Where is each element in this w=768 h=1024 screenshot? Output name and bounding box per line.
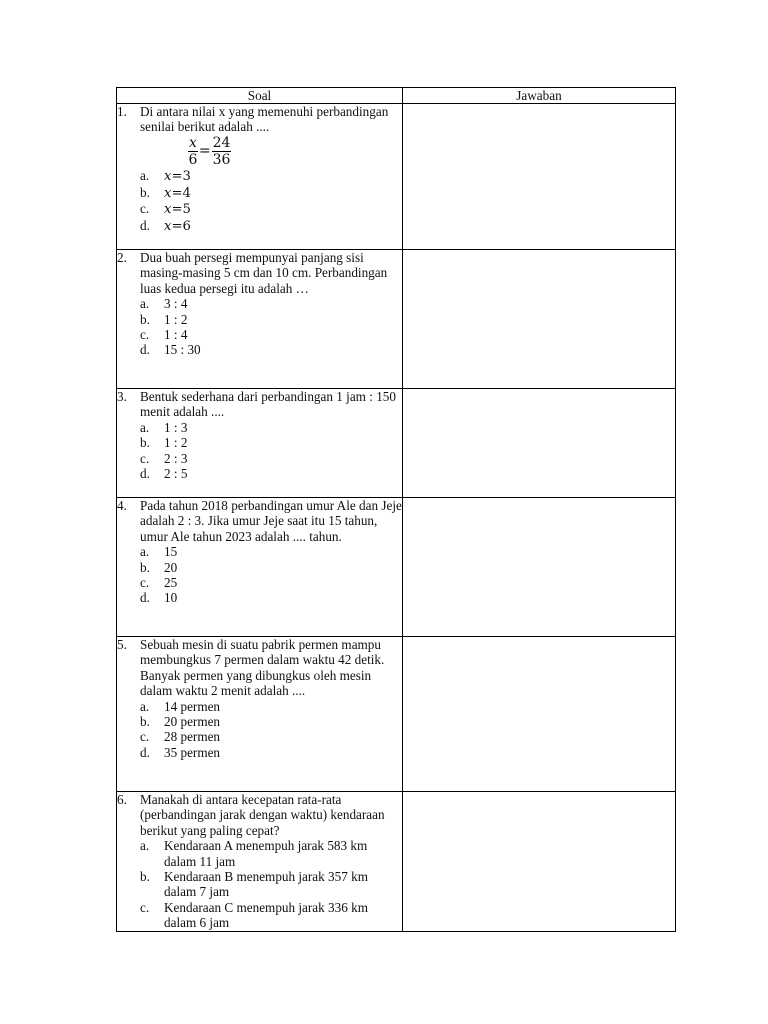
question-row-2 <box>117 250 676 389</box>
option-c <box>117 201 402 217</box>
option-label: a. <box>140 838 150 854</box>
question-number: 5. <box>117 637 127 652</box>
option-a <box>117 296 402 311</box>
option-a <box>117 838 402 869</box>
option-label: b. <box>140 559 150 575</box>
question-text: Dua buah persegi mempunyai panjang sisi masing-masing 5 cm dan 10 cm. Perbandingan luas kedua persegi itu adalah … <box>140 250 388 296</box>
question-cell-3 <box>117 389 403 498</box>
option-d <box>117 218 402 234</box>
fraction-denominator: 36 <box>212 151 231 168</box>
option-text: 20 <box>164 559 178 575</box>
option-text: 1 : 2 <box>164 435 188 451</box>
question-number: 6. <box>117 792 127 807</box>
option-label: d. <box>140 744 150 760</box>
question-text: Sebuah mesin di suatu pabrik permen mampu membungkus 7 permen dalam waktu 42 detik. Banyak permen yang dibungkus oleh mesin dalam waktu 2 menit adalah .... <box>140 637 385 699</box>
option-text: 2 : 5 <box>164 466 188 482</box>
question-text: Bentuk sederhana dari perbandingan 1 jam : 150 menit adalah .... <box>140 389 396 420</box>
option-c <box>117 327 402 342</box>
question-row-3 <box>117 389 676 498</box>
option-list <box>117 420 402 482</box>
option-label: d. <box>140 466 150 482</box>
option-text: 14 permen <box>164 698 221 714</box>
option-d <box>117 745 402 760</box>
option-list <box>117 544 402 606</box>
answer-cell-1[interactable] <box>403 104 676 250</box>
option-label: b. <box>140 311 150 327</box>
option-c <box>117 729 402 744</box>
option-a <box>117 699 402 714</box>
option-text: 3 : 4 <box>164 296 188 312</box>
option-label: d. <box>140 217 150 233</box>
option-variable: x <box>164 218 172 234</box>
option-d <box>117 342 402 357</box>
option-b <box>117 869 402 900</box>
fraction-numerator: x <box>189 134 197 151</box>
option-label: a. <box>140 698 150 714</box>
option-label: c. <box>140 327 150 343</box>
question-5 <box>117 637 402 699</box>
question-4 <box>117 498 402 544</box>
option-c <box>117 575 402 590</box>
option-a <box>117 544 402 559</box>
answer-cell-4[interactable] <box>403 498 676 637</box>
option-text: 2 : 3 <box>164 450 188 466</box>
option-value: =5 <box>171 202 191 218</box>
option-label: c. <box>140 899 150 915</box>
header-row <box>117 88 676 104</box>
option-label: a. <box>140 419 150 435</box>
option-label: b. <box>140 184 150 200</box>
option-text: 35 permen <box>164 744 221 760</box>
option-label: c. <box>140 450 150 466</box>
answer-cell-6[interactable] <box>403 792 676 932</box>
option-text: Kendaraan C menempuh jarak 336 km dalam 6 jam <box>164 899 368 931</box>
option-text: 20 permen <box>164 714 221 730</box>
option-text: 15 : 30 <box>164 342 201 358</box>
option-value: =4 <box>171 185 191 201</box>
option-list <box>117 699 402 761</box>
header-jawaban: Jawaban <box>403 88 676 104</box>
option-text: Kendaraan A menempuh jarak 583 km dalam 11 jam <box>164 838 368 869</box>
answer-cell-5[interactable] <box>403 637 676 792</box>
option-label: d. <box>140 342 150 358</box>
option-text: 1 : 2 <box>164 311 188 327</box>
option-label: c. <box>140 201 150 217</box>
equals-sign: = <box>198 143 211 160</box>
option-b <box>117 435 402 450</box>
fraction-numerator: 24 <box>212 134 231 151</box>
question-1 <box>117 104 402 135</box>
option-b <box>117 312 402 327</box>
option-variable: x <box>164 169 172 185</box>
option-d <box>117 466 402 481</box>
answer-cell-2[interactable] <box>403 250 676 389</box>
answer-cell-3[interactable] <box>403 389 676 498</box>
option-text: 1 : 4 <box>164 327 188 343</box>
option-list <box>117 296 402 358</box>
option-c <box>117 451 402 466</box>
option-label: c. <box>140 729 150 745</box>
question-6 <box>117 792 402 838</box>
option-label: a. <box>140 544 150 560</box>
question-row-5 <box>117 637 676 792</box>
option-b <box>117 560 402 575</box>
option-label: a. <box>140 296 150 312</box>
option-a <box>117 420 402 435</box>
option-label: b. <box>140 714 150 730</box>
option-b <box>117 185 402 201</box>
question-cell-1 <box>117 104 403 250</box>
quiz-table <box>116 87 676 932</box>
option-text: 15 <box>164 544 178 560</box>
question-text: Di antara nilai x yang memenuhi perbandingan senilai berikut adalah .... <box>140 104 389 135</box>
fraction-denominator: 6 <box>188 151 198 168</box>
option-text: 10 <box>164 590 178 606</box>
option-label: b. <box>140 435 150 451</box>
question-cell-4 <box>117 498 403 637</box>
option-value: =6 <box>171 218 191 234</box>
option-list <box>117 838 402 930</box>
question-row-4 <box>117 498 676 637</box>
question-number: 1. <box>117 104 127 119</box>
question-cell-5 <box>117 637 403 792</box>
question-number: 4. <box>117 498 127 513</box>
fraction-left <box>188 136 198 168</box>
option-label: d. <box>140 590 150 606</box>
option-c <box>117 900 402 931</box>
question-row-1 <box>117 104 676 250</box>
option-text: 25 <box>164 575 178 591</box>
option-a <box>117 168 402 184</box>
option-value: =3 <box>171 169 191 185</box>
question-number: 2. <box>117 250 127 265</box>
ratio-equation <box>188 135 231 168</box>
question-number: 3. <box>117 389 127 404</box>
option-text: Kendaraan B menempuh jarak 357 km dalam 7 jam <box>164 869 368 900</box>
option-variable: x <box>164 202 172 218</box>
option-d <box>117 590 402 605</box>
option-text: 28 permen <box>164 729 221 745</box>
question-2 <box>117 250 402 296</box>
option-variable: x <box>164 185 172 201</box>
option-label: c. <box>140 575 150 591</box>
option-b <box>117 714 402 729</box>
question-cell-6 <box>117 792 403 932</box>
option-label: b. <box>140 869 150 885</box>
option-list <box>117 168 402 234</box>
question-3 <box>117 389 402 420</box>
question-cell-2 <box>117 250 403 389</box>
option-label: a. <box>140 168 150 184</box>
fraction-right <box>212 136 232 168</box>
question-row-6 <box>117 792 676 932</box>
question-text: Pada tahun 2018 perbandingan umur Ale dan Jeje adalah 2 : 3. Jika umur Jeje saat itu 15 tahun, umur Ale tahun 2023 adalah .... tahun. <box>140 498 402 544</box>
option-text: 1 : 3 <box>164 419 188 435</box>
question-text: Manakah di antara kecepatan rata-rata (perbandingan jarak dengan waktu) kendaraan berikut yang paling cepat? <box>140 792 385 838</box>
header-soal: Soal <box>117 88 403 104</box>
